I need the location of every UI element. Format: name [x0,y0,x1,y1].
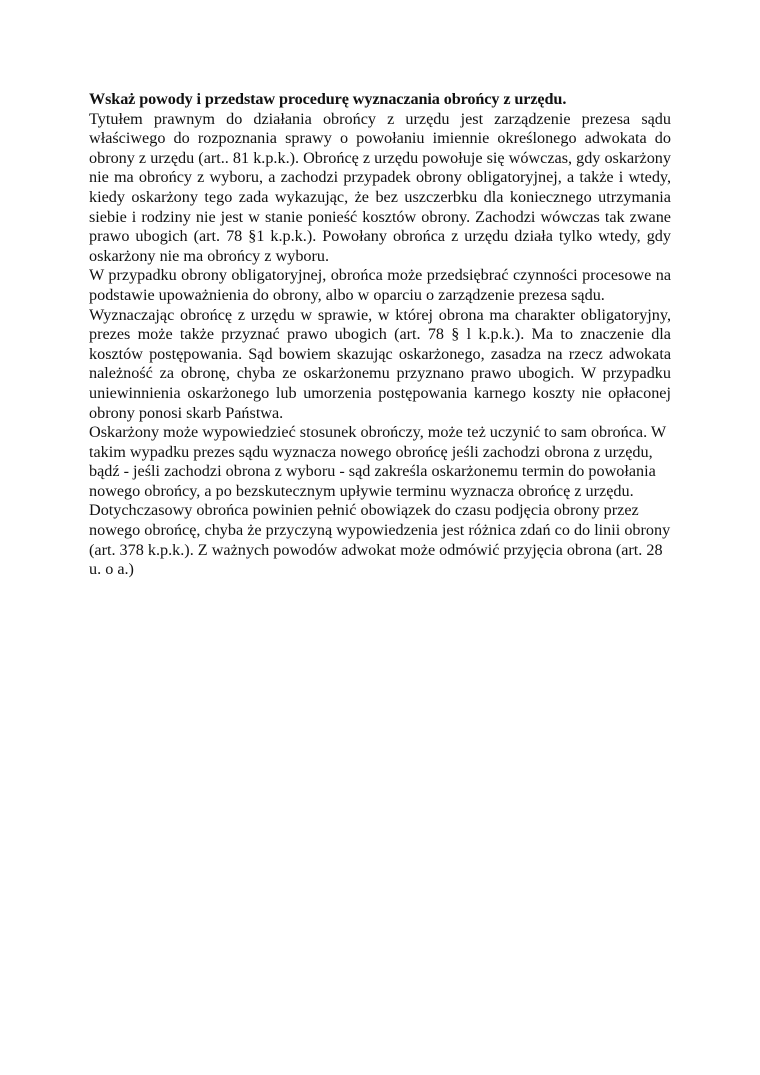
paragraph-legal-basis: Tytułem prawnym do działania obrońcy z urzędu jest zarządzenie prezesa sądu właściwego do rozpoznania sprawy o powołaniu imiennie określonego adwokata do obrony z urzędu (art.. 81 k.p.k.). Obrońcę z urzędu powołuje się wówczas, gdy oskarżony nie ma obrońcy z wyboru, a zachodzi przypadek obrony obligatoryjnej, a także i wtedy, kiedy oskarżony tego zada wykazując, że bez uszczerbku dla koniecznego utrzymania siebie i rodziny nie jest w stanie ponieść kosztów obrony. Zachodzi wówczas tak zwane prawo ubogich (art. 78 §1 k.p.k.). Powołany obrońca z urzędu działa tylko wtedy, gdy oskarżony nie ma obrońcy z wyboru. [89,109,671,265]
paragraph-poor-right: Wyznaczając obrońcę z urzędu w sprawie, w której obrona ma charakter obligatoryjny, prezes może także przyznać prawo ubogich (art. 78 § l k.p.k.). Ma to znaczenie dla kosztów postępowania. Sąd bowiem skazując oskarżonego, zasadza na rzecz adwokata należność za obronę, chyba ze oskarżonemu przyznano prawo ubogich. W przypadku uniewinnienia oskarżonego lub umorzenia postępowania karnego koszty nie opłaconej obrony ponosi skarb Państwa. [89,305,671,422]
document-body [89,90,671,580]
paragraph-termination: Oskarżony może wypowiedzieć stosunek obrończy, może też uczynić to sam obrońca. W takim wypadku prezes sądu wyznacza nowego obrońcę jeśli zachodzi obrona z urzędu, bądź - jeśli zachodzi obrona z wyboru - sąd zakreśla oskarżonemu termin do powołania nowego obrońcy, a po bezskutecznym upływie terminu wyznacza obrońcę z urzędu. Dotychczasowy obrońca powinien pełnić obowiązek do czasu podjęcia obrony przez nowego obrońcę, chyba że przyczyną wypowiedzenia jest różnica zdań co do linii obrony (art. 378 k.p.k.). Z ważnych powodów adwokat może odmówić przyjęcia obrona (art. 28 u. o a.) [89,423,671,579]
document-title: Wskaż powody i przedstaw procedurę wyznaczania obrońcy z urzędu. [89,90,567,108]
paragraph-obligatory-defense: W przypadku obrony obligatoryjnej, obrońca może przedsiębrać czynności procesowe na podstawie upoważnienia do obrony, albo w oparciu o zarządzenie prezesa sądu. [89,266,671,304]
